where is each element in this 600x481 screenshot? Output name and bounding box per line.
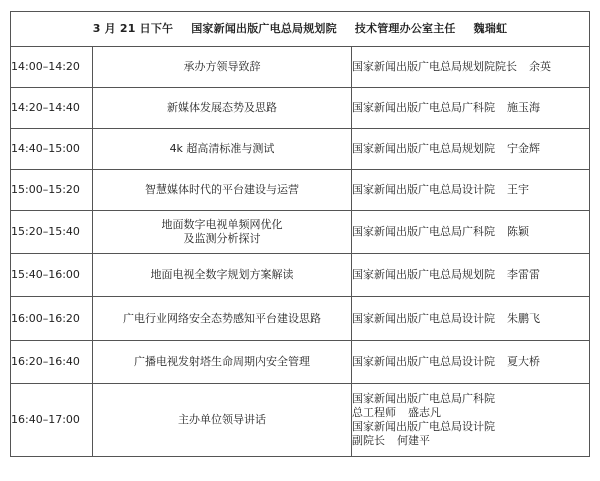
speaker-cell (352, 341, 590, 384)
speaker-name: 盛志凡 (408, 406, 441, 419)
session-header (11, 12, 590, 47)
speaker-title: 副院长 (352, 434, 385, 447)
speaker-org: 国家新闻出版广电总局广科院 (352, 225, 495, 238)
speaker-name: 余英 (529, 60, 551, 73)
topic-cell (93, 47, 352, 88)
time-cell: 14:20–14:40 (11, 88, 93, 129)
table-row (11, 170, 590, 211)
speaker-org: 国家新闻出版广电总局设计院 (352, 183, 495, 196)
topic-line: 承办方领导致辞 (183, 60, 261, 73)
topic-cell (93, 384, 352, 457)
speaker-name: 何建平 (397, 434, 430, 447)
session-header-row (11, 12, 590, 47)
time-cell: 14:00–14:20 (11, 47, 93, 88)
speaker-org: 国家新闻出版广电总局广科院 (352, 392, 495, 405)
speaker-org: 国家新闻出版广电总局广科院 (352, 101, 495, 114)
speaker-name: 施玉海 (507, 101, 540, 114)
topic-cell (93, 341, 352, 384)
time-cell: 16:20–16:40 (11, 341, 93, 384)
speaker-org: 国家新闻出版广电总局规划院 (352, 142, 495, 155)
speaker-name: 夏大桥 (507, 355, 540, 368)
session-host-org: 国家新闻出版广电总局规划院 (191, 22, 337, 35)
speaker-org: 国家新闻出版广电总局设计院 (352, 311, 495, 325)
topic-line: 主办单位领导讲话 (178, 413, 266, 426)
schedule-table (10, 11, 590, 457)
topic-line: 新媒体发展态势及思路 (167, 101, 277, 114)
speaker-org: 国家新闻出版广电总局规划院 (352, 268, 495, 281)
time-cell: 15:00–15:20 (11, 170, 93, 211)
speaker-cell (352, 88, 590, 129)
speaker-cell (352, 384, 590, 457)
speaker-org: 国家新闻出版广电总局规划院院长 (352, 60, 517, 73)
session-host-title: 技术管理办公室主任 (354, 22, 456, 35)
topic-cell (93, 211, 352, 254)
table-row (11, 88, 590, 129)
speaker-cell (352, 254, 590, 297)
speaker-name: 陈颖 (507, 225, 529, 238)
speaker-name: 王宇 (507, 183, 529, 196)
speaker-name: 朱鹏飞 (507, 311, 540, 325)
time-cell: 15:40–16:00 (11, 254, 93, 297)
speaker-org: 国家新闻出版广电总局设计院 (352, 355, 495, 368)
time-cell: 15:20–15:40 (11, 211, 93, 254)
topic-line: 智慧媒体时代的平台建设与运营 (145, 183, 299, 196)
speaker-cell (352, 129, 590, 170)
time-cell: 14:40–15:00 (11, 129, 93, 170)
time-cell: 16:00–16:20 (11, 297, 93, 341)
topic-cell (93, 254, 352, 297)
speaker-cell (352, 170, 590, 211)
table-row (11, 47, 590, 88)
topic-line: 地面数字电视单频网优化 (161, 218, 283, 231)
speaker-cell (352, 297, 590, 341)
topic-line: 地面电视全数字规划方案解读 (150, 268, 294, 281)
speaker-cell (352, 211, 590, 254)
table-row (11, 384, 590, 457)
speaker-title: 总工程师 (352, 406, 396, 419)
topic-cell (93, 88, 352, 129)
table-row (11, 341, 590, 384)
speaker-name: 宁金辉 (507, 142, 540, 155)
time-cell: 16:40–17:00 (11, 384, 93, 457)
topic-cell (93, 297, 352, 341)
topic-line: 4k 超高清标准与测试 (169, 142, 275, 155)
session-date: 3 月 21 日下午 (92, 22, 174, 35)
table-row (11, 297, 590, 341)
topic-line: 广播电视发射塔生命周期内安全管理 (134, 355, 310, 368)
topic-line: 及监测分析探讨 (183, 232, 261, 245)
table-row (11, 211, 590, 254)
session-host-name: 魏瑞虹 (473, 22, 508, 35)
table-row (11, 129, 590, 170)
topic-cell (93, 170, 352, 211)
topic-cell (93, 129, 352, 170)
speaker-name: 李雷雷 (507, 268, 540, 281)
topic-line: 广电行业网络安全态势感知平台建设思路 (123, 311, 321, 325)
table-row (11, 254, 590, 297)
speaker-org: 国家新闻出版广电总局设计院 (352, 420, 495, 433)
speaker-cell (352, 47, 590, 88)
